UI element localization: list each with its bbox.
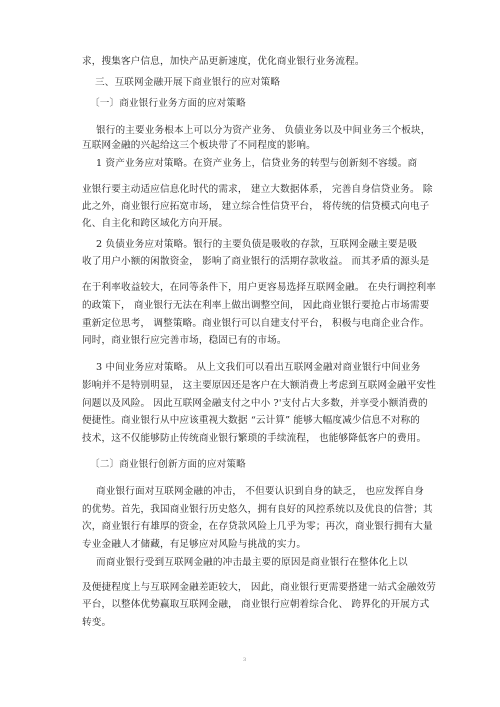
paragraph-line: 同时，商业银行应完善市场，稳固已有的市场。: [82, 335, 287, 346]
subsection-heading: 〔一〕商业银行业务方面的应对策略: [90, 98, 246, 109]
paragraph-line: 1 资产业务应对策略。在资产业务上，信贷业务的转型与创新刻不容缓。商: [96, 158, 418, 169]
paragraph-line: 及便捷程度上与互联网金融差距较大， 因此，商业银行更需要搭建一站式金融效劳: [82, 582, 436, 593]
paragraph-line: 收了用户小额的闲散资金， 影响了商业银行的活期存款收益。 而其矛盾的源头是: [82, 256, 430, 267]
paragraph-line: 2 负债业务应对策略。银行的主要负债是吸收的存款，互联网金融主要是吸: [96, 239, 418, 250]
subsection-heading: 〔二〕商业银行创新方面的应对策略: [90, 459, 246, 470]
paragraph-line: 银行的主要业务根本上可以分为资产业务、 负债业务以及中间业务三个板块，: [96, 125, 431, 136]
section-heading: 三、互联网金融开展下商业银行的应对策略: [95, 77, 281, 88]
paragraph-line: 此之外，商业银行应拓宽市场， 建立综合性信贷平台， 将传统的信贷模式向电子: [82, 201, 430, 212]
paragraph-line: 专业金融人才储藏，有足够应对风险与挑战的实力。: [82, 539, 307, 550]
paragraph-line: 商业银行面对互联网金融的冲击， 不但要认识到自身的缺乏， 也应发挥自身: [96, 486, 424, 497]
paragraph-line: 影响并不是特别明显， 这主要原因还是客户在大额消费上考虑到互联网金融平安性: [82, 380, 436, 391]
paragraph-line: 的优势。首先，我国商业银行历史悠久，拥有良好的风控系统以及优良的信誉；其: [82, 504, 433, 515]
page-number: 3: [243, 657, 247, 663]
paragraph-line: 在于利率收益较大，在同等条件下，用户更容易选择互联网金融。 在央行调控利率: [82, 282, 436, 293]
paragraph-line: 的政策下， 商业银行无法在利率上做出调整空间， 因此商业银行要抢占市场需要: [82, 300, 430, 311]
paragraph-line: 求，搜集客户信息，加快产品更新速度，优化商业银行业务流程。: [82, 56, 365, 67]
paragraph-line: 转变。: [82, 617, 112, 628]
paragraph-line: 技术，这不仅能够防止传统商业银行繁琐的手续流程， 也能够降低客户的费用。: [82, 433, 427, 444]
paragraph-line: 次，商业银行有雄厚的资金，在存贷款风险上几乎为零；再次，商业银行拥有大量: [82, 521, 433, 532]
paragraph-line: 互联网金融的兴起给这三个板块带了不同程度的影响。: [82, 140, 316, 151]
paragraph-line: 化、自主化和跨区域化方向开展。: [82, 218, 229, 229]
paragraph-line: 便捷性。商业银行从中应该重视大数据 “云计算” 能够大幅度减少信息不对称的: [82, 415, 421, 426]
paragraph-line: 3 中间业务应对策略。 从上文我们可以看出互联网金融对商业银行中间业务: [96, 362, 421, 373]
paragraph-line: 而商业银行受到互联网金融的冲击最主要的原因是商业银行在整体化上以: [96, 557, 408, 568]
paragraph-line: 问题以及风险。 因此互联网金融支付之中小 ?'支付占大多数，并享受小额消费的: [82, 398, 428, 409]
paragraph-line: 业银行要主动适应信息化时代的需求， 建立大数据体系， 完善自身信贷业务。 除: [82, 184, 433, 195]
paragraph-line: 平台，以整体优势赢取互联网金融， 商业银行应朝着综合化、 跨界化的开展方式: [82, 599, 430, 610]
paragraph-line: 重新定位思考， 调整策略。商业银行可以自建支付平台， 积极与电商企业合作。: [82, 318, 430, 329]
